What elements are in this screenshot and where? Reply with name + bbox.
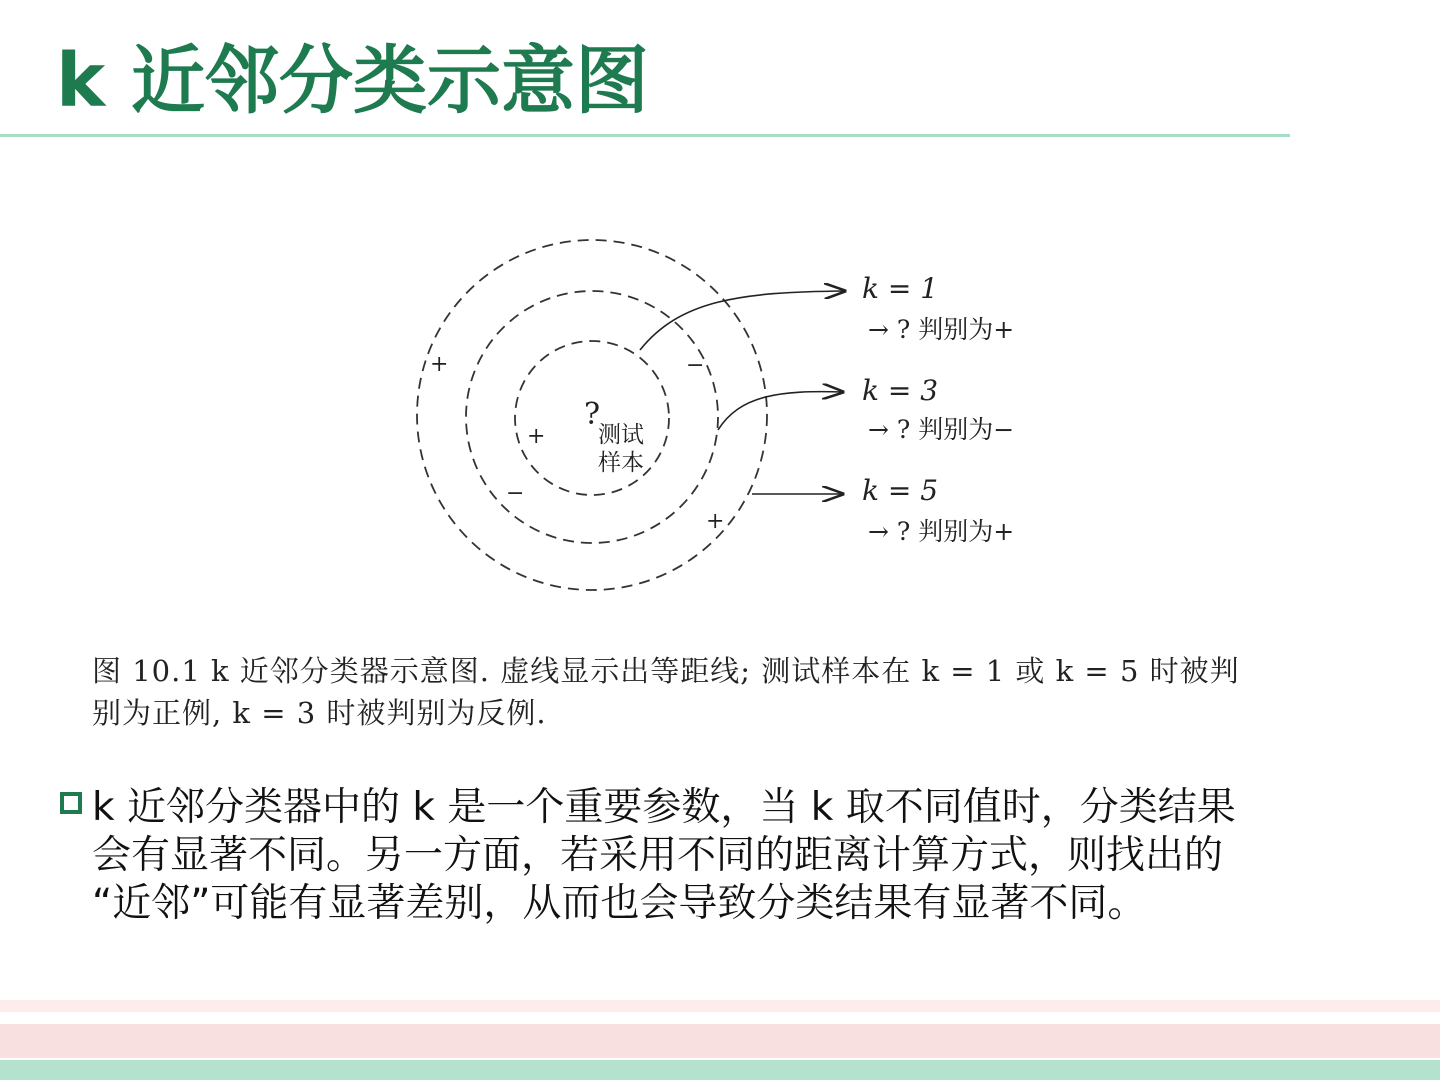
- footer-band-green: [0, 1060, 1440, 1080]
- sample-plus-inner: +: [527, 424, 546, 449]
- arrow-k3: [718, 392, 843, 430]
- bullet-line-1: k 近邻分类器中的 k 是一个重要参数，当 k 取不同值时，分类结果: [92, 785, 1236, 830]
- bullet-line-2: 会有显著不同。另一方面，若采用不同的距离计算方式，则找出的: [92, 833, 1224, 878]
- test-sample-label-2: 样本: [598, 450, 644, 476]
- bullet-line-3: “近邻”可能有显著差别，从而也会导致分类结果有显著不同。: [92, 881, 1147, 926]
- sample-minus-inner: −: [506, 481, 525, 506]
- square-bullet-icon: [60, 792, 82, 814]
- sample-minus-middle: −: [686, 353, 705, 378]
- result-k5-judgment: → ? 判别为+: [868, 517, 1015, 546]
- result-k1-judgment: → ? 判别为+: [868, 315, 1015, 344]
- footer-band-light: [0, 1000, 1440, 1012]
- result-k5-label: k = 5: [862, 474, 939, 507]
- result-k3-label: k = 3: [862, 374, 939, 407]
- arrow-k1: [640, 291, 845, 350]
- page-title: k 近邻分类示意图: [56, 38, 649, 124]
- caption-line-2: 别为正例, k = 3 时被判别为反例.: [92, 696, 547, 730]
- sample-plus-outer-bottom: +: [706, 509, 725, 534]
- test-sample-label-1: 测试: [598, 422, 644, 448]
- result-k3-judgment: → ? 判别为−: [868, 415, 1015, 444]
- test-sample-question: ?: [584, 397, 601, 432]
- bullet-point: [60, 784, 1390, 928]
- caption-line-1: 图 10.1 k 近邻分类器示意图. 虚线显示出等距线; 测试样本在 k = 1 或 k = 5 时被判: [92, 654, 1240, 688]
- figure-caption: [92, 650, 1382, 734]
- bullet-text: [92, 784, 1390, 928]
- result-k1-label: k = 1: [862, 272, 939, 305]
- sample-plus-outer-left: +: [430, 352, 449, 377]
- footer-band-pink: [0, 1024, 1440, 1058]
